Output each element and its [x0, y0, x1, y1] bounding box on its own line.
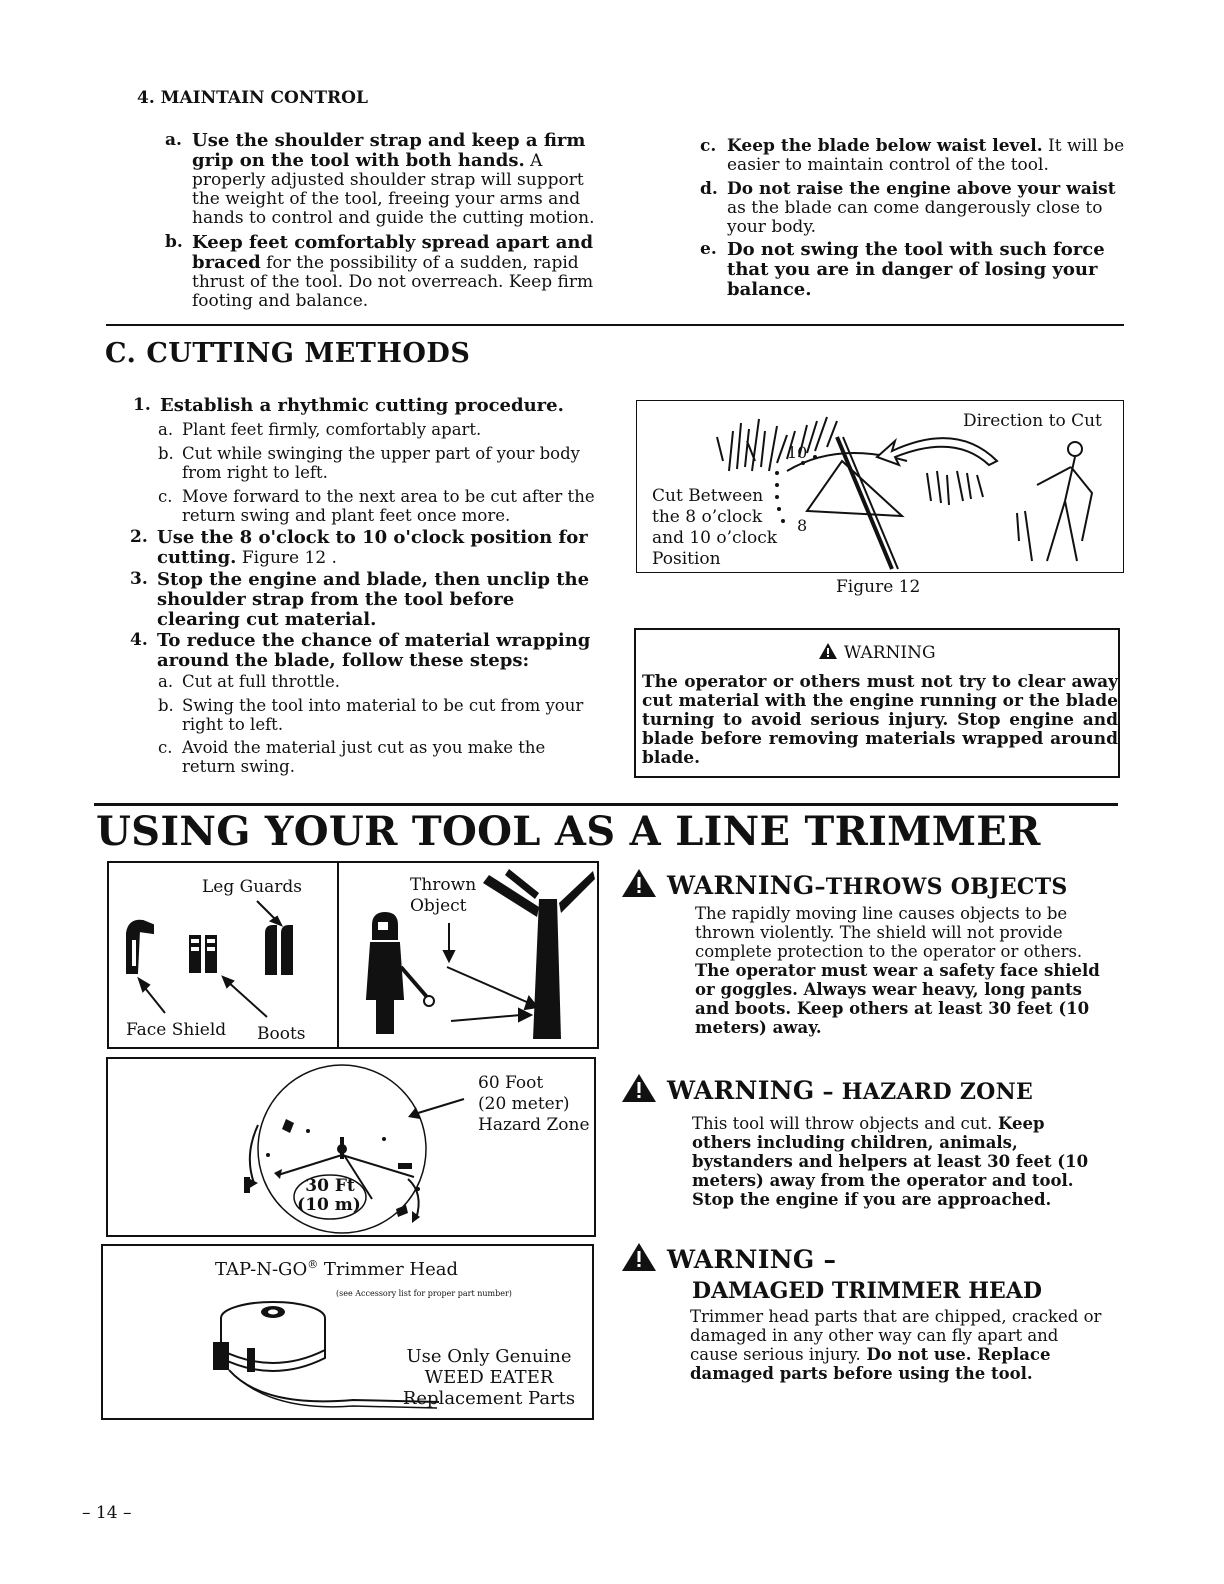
page-number: – 14 – [82, 1503, 132, 1523]
figure-12-caption: Figure 12 [836, 577, 921, 597]
figure-12-cut-between-3: and 10 o’clock [652, 528, 778, 548]
maintain-item-d: d. Do not raise the engine above your waist as the blade can come dangerously close to your body. [700, 179, 1116, 237]
figure-12-box [636, 400, 1124, 573]
trimmer-head-note: (see Accessory list for proper part number) [336, 1289, 512, 1298]
hazard-radius-m: (10 m) [297, 1195, 361, 1215]
face-shield-label: Face Shield [126, 1020, 227, 1040]
warning-damaged-head-text: Trimmer head parts that are chipped, cracked or damaged in any other way can fly apart and cause serious injury. Do not use. Replace damaged parts before using the tool. [690, 1307, 1102, 1383]
cutting-step-2: 2. Use the 8 o'clock to 10 o'clock position for cutting. Figure 12 . [130, 527, 588, 568]
step1-sub-b: b. Cut while swinging the upper part of your body from right to left. [158, 444, 580, 482]
maintain-item-e: e. Do not swing the tool with such force that you are in danger of losing your balance. [700, 239, 1105, 300]
step4-sub-b: b. Swing the tool into material to be cut from your right to left. [158, 696, 584, 734]
boots-icon [265, 925, 293, 975]
step4-sub-a: a. Cut at full throttle. [158, 672, 340, 691]
operator-icon [367, 913, 434, 1033]
figure-12-cut-between-4: Position [652, 549, 721, 569]
hazard-label-1: 60 Foot [478, 1073, 544, 1093]
maintain-control-heading: 4. MAINTAIN CONTROL [137, 88, 368, 108]
maintain-item-a: a. Use the shoulder strap and keep a firm grip on the tool with both hands. A properly adjusted shoulder strap will support the weight of the tool, freeing your arms and hands to control and guide the cutting motion. [165, 130, 595, 228]
maintain-item-b: b. Keep feet comfortably spread apart and braced for the possibility of a sudden, rapid thrust of the tool. Do not overreach. Keep firm footing and balance. [165, 232, 594, 311]
thrown-label-2: Object [410, 896, 467, 916]
hazard-zone-panel [106, 1057, 596, 1237]
warning-triangle-icon [621, 1073, 657, 1103]
trimmer-head-line-2: WEED EATER [424, 1367, 554, 1388]
warning-triangle-icon [818, 642, 838, 660]
line-trimmer-heading: USING YOUR TOOL AS A LINE TRIMMER [96, 808, 1041, 855]
warning-triangle-icon [621, 868, 657, 898]
figure-12-direction-label: Direction to Cut [963, 411, 1102, 431]
hazard-label-3: Hazard Zone [478, 1115, 590, 1135]
warning-box-text: The operator or others must not try to clear away cut material with the engine running or the blade turning to avoid serious injury. Stop engine and blade before removing materials wrapped around blade. [642, 672, 1118, 768]
leg-guards-icon [189, 935, 217, 973]
figure-12-cut-between-2: the 8 o’clock [652, 507, 763, 527]
trimmer-head-panel [101, 1244, 594, 1420]
cutting-step-4: 4. To reduce the chance of material wrapping around the blade, follow these steps: [130, 630, 591, 671]
trimmer-head-line-3: Replacement Parts [402, 1388, 576, 1409]
section-divider-top [106, 324, 1124, 326]
warning-box-title: WARNING [636, 642, 1118, 663]
cutting-step-1: 1. Establish a rhythmic cutting procedure. [133, 395, 564, 416]
cutting-methods-heading: C. CUTTING METHODS [105, 338, 471, 369]
warning-throws-objects-text: The rapidly moving line causes objects to be thrown violently. The shield will not provide complete protection to the operator or others. The operator must wear a safety face shield or goggles. Always wear heavy, long pants and boots. Keep others at least 30 feet (10 meters) away. [695, 904, 1100, 1037]
figure-12-num-8: 8 [797, 516, 808, 535]
maintain-item-c: c. Keep the blade below waist level. It will be easier to maintain control of the tool. [700, 136, 1125, 175]
ppe-panel [107, 861, 599, 1049]
warning-damaged-head-subtitle: DAMAGED TRIMMER HEAD [692, 1278, 1042, 1304]
hazard-radius-ft: 30 Ft [305, 1176, 355, 1196]
figure-12-num-10: 10 [787, 443, 808, 462]
thrown-label-1: Thrown [410, 875, 477, 895]
leg-guards-label: Leg Guards [202, 877, 303, 897]
warning-damaged-head-title: WARNING – [621, 1242, 836, 1274]
trimmer-head-line-1: Use Only Genuine [406, 1346, 572, 1367]
warning-hazard-zone-title: WARNING – HAZARD ZONE [621, 1073, 1033, 1105]
step4-sub-c: c. Avoid the material just cut as you make the return swing. [158, 738, 546, 776]
warning-box [634, 628, 1120, 778]
warning-hazard-zone-text: This tool will throw objects and cut. Keep others including children, animals, bystanders and helpers at least 30 feet (10 meters) away from the operator and tool. Stop the engine if you are approached. [692, 1114, 1089, 1209]
warning-throws-objects-title: WARNING–THROWS OBJECTS [621, 868, 1068, 900]
trimmer-head-title: TAP-N-GO® Trimmer Head [215, 1258, 459, 1280]
tree-icon [483, 869, 595, 1039]
step1-sub-a: a. Plant feet firmly, comfortably apart. [158, 420, 482, 439]
face-shield-icon [127, 921, 153, 973]
cutting-step-3: 3. Stop the engine and blade, then unclip the shoulder strap from the tool before clearing cut material. [130, 569, 590, 630]
hazard-label-2: (20 meter) [478, 1094, 570, 1114]
step1-sub-c: c. Move forward to the next area to be cut after the return swing and plant feet once more. [158, 487, 595, 525]
figure-12-cut-between-1: Cut Between [652, 486, 764, 506]
section-divider-middle [94, 803, 1118, 806]
warning-triangle-icon [621, 1242, 657, 1272]
boots-label: Boots [257, 1024, 306, 1044]
